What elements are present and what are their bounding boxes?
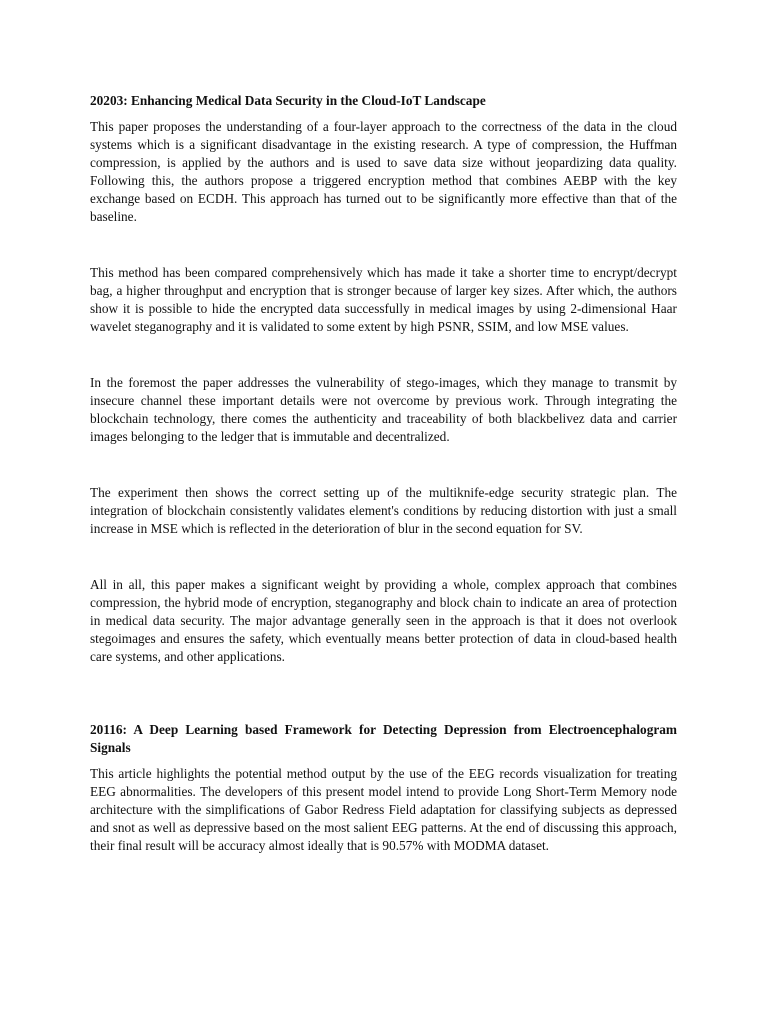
paragraph: This paper proposes the understanding of a four-layer approach to the correctness of the data in the cloud systems which is a significant disadvantage in the existing research. A type of compression, the Huffman compression, is applied by the authors and is used to save data size without jeopardizing data quality. Following this, the authors propose a triggered encryption method that combines AEBP with the key exchange based on ECDH. This approach has turned out to be significantly more effective than that of the baseline.: [90, 119, 677, 224]
paragraph-gap: [90, 446, 677, 484]
paragraph-gap: [90, 336, 677, 374]
document-page: [90, 92, 677, 855]
section-title: 20116: A Deep Learning based Framework for Detecting Depression from Electroencephalogram Signals: [90, 722, 677, 755]
section-gap: [90, 666, 677, 721]
paragraph: The experiment then shows the correct setting up of the multiknife-edge security strategic plan. The integration of blockchain consistently validates element's conditions by reducing distortion with just a small increase in MSE which is reflected in the deterioration of blur in the second equation for SV.: [90, 485, 677, 536]
paragraph: All in all, this paper makes a significant weight by providing a whole, complex approach that combines compression, the hybrid mode of encryption, steganography and block chain to indicate an area of protection in medical data security. The major advantage generally seen in the approach is that it does not overlook stegoimages and ensures the safety, which eventually means better protection of data in cloud-based health care systems, and other applications.: [90, 577, 677, 664]
paragraph-gap: [90, 538, 677, 576]
paragraph: This article highlights the potential method output by the use of the EEG records visualization for treating EEG abnormalities. The developers of this present model intend to provide Long Short-Term Memory node architecture with the simplifications of Gabor Redress Field adaptation for classifying subjects as depressed and snot as well as depressive based on the most salient EEG patterns. At the end of discussing this approach, their final result will be accuracy almost ideally that is 90.57% with MODMA dataset.: [90, 766, 677, 853]
paragraph: In the foremost the paper addresses the vulnerability of stego-images, which they manage to transmit by insecure channel these important details were not overcome by previous work. Through integrating the blockchain technology, there comes the authenticity and traceability of both blackbelivez data and carrier images belonging to the ledger that is immutable and decentralized.: [90, 375, 677, 444]
paragraph: This method has been compared comprehensively which has made it take a shorter time to encrypt/decrypt bag, a higher throughput and encryption that is stronger because of larger key sizes. After which, the authors show it is possible to hide the encrypted data successfully in medical images by using 2-dimensional Haar wavelet steganography and it is validated to some extent by high PSNR, SSIM, and low MSE values.: [90, 265, 677, 334]
paragraph-gap: [90, 226, 677, 264]
section-title: 20203: Enhancing Medical Data Security in the Cloud-IoT Landscape: [90, 93, 486, 108]
